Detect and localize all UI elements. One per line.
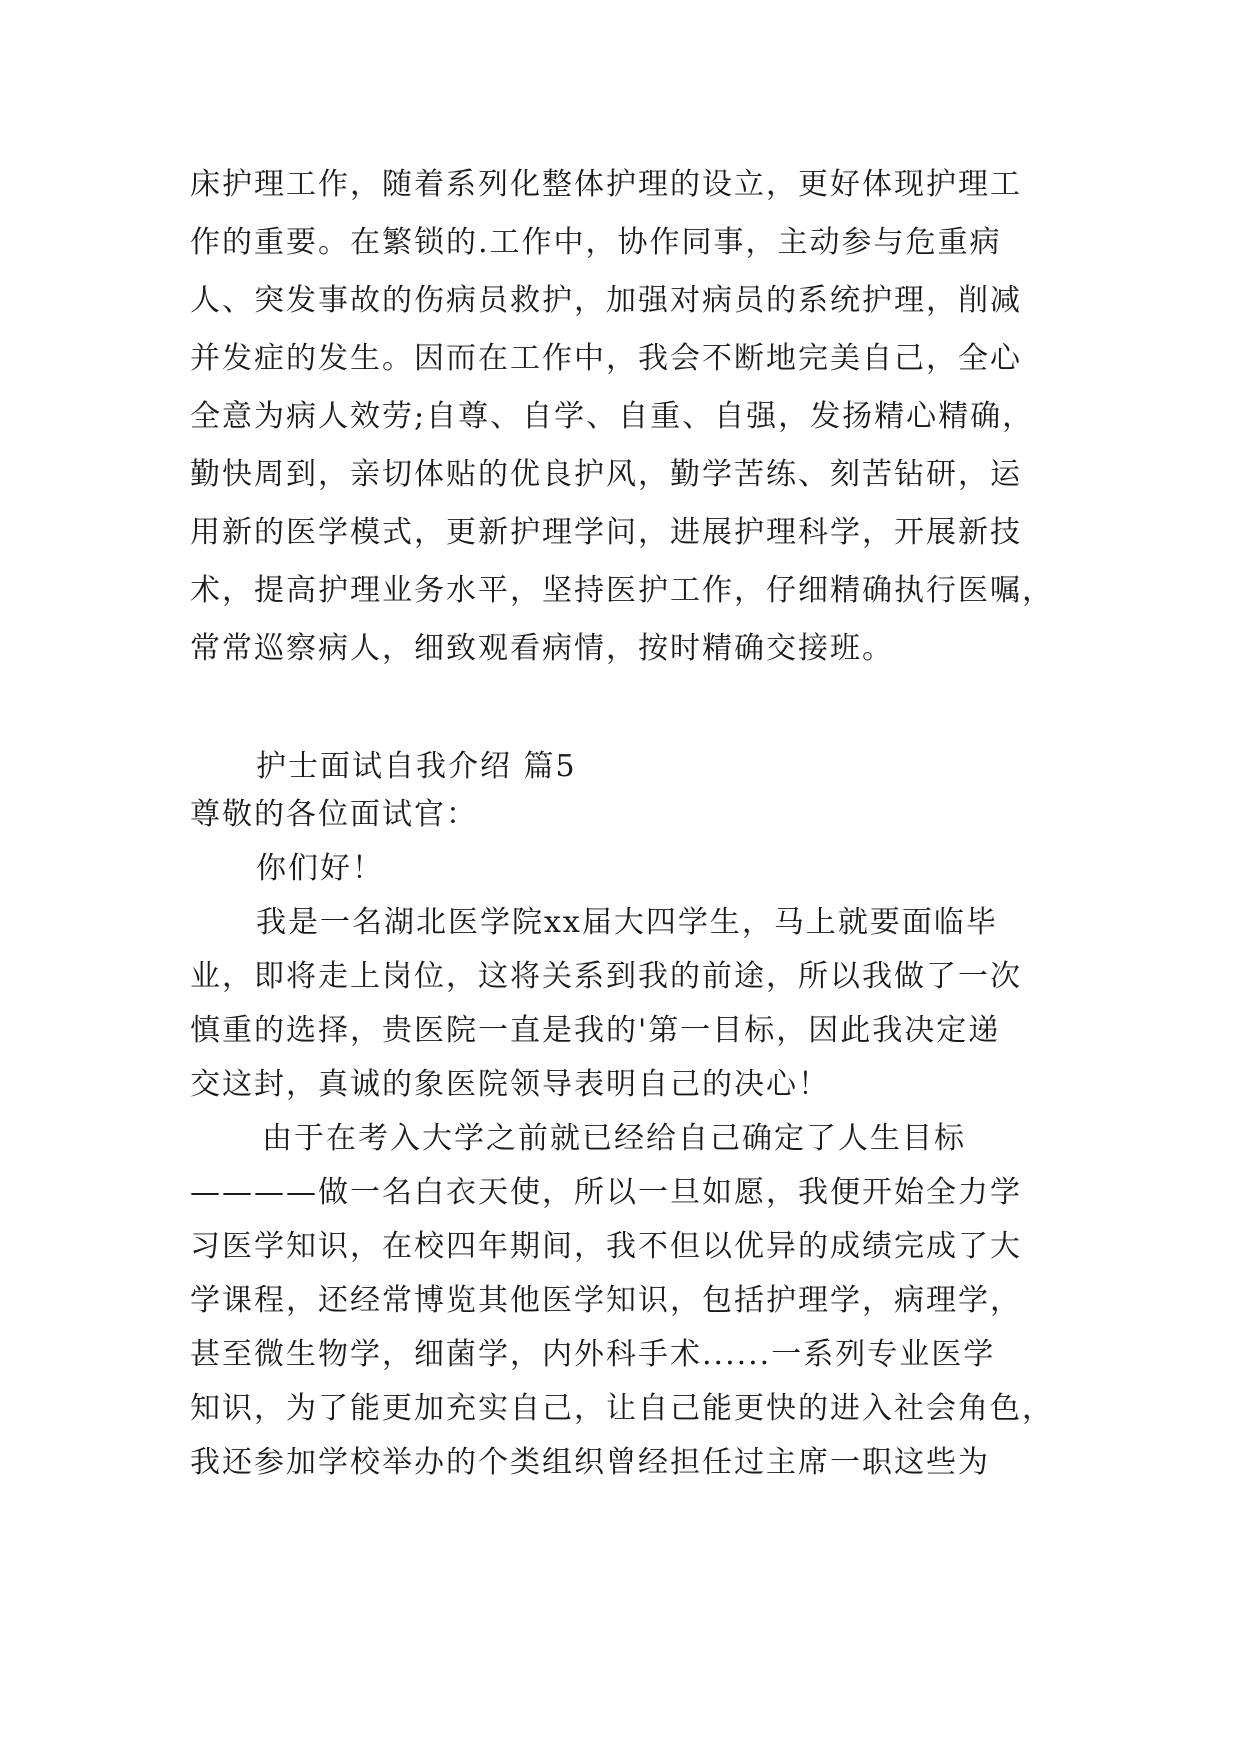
paragraph-line: 我还参加学校举办的个类组织曾经担任过主席一职这些为	[190, 1445, 990, 1480]
paragraph-line: 习医学知识，在校四年期间，我不但以优异的成绩完成了大	[190, 1229, 1022, 1264]
greeting: 你们好！	[256, 851, 384, 886]
paragraph-line: 常常巡察病人，细致观看病情，按时精确交接班。	[190, 631, 894, 666]
paragraph-line: 人、突发事故的伤病员救护，加强对病员的系统护理，削减	[190, 283, 1022, 318]
paragraph-line: 学课程，还经常博览其他医学知识，包括护理学，病理学，	[190, 1283, 1022, 1318]
paragraph-line: 甚至微生物学，细菌学，内外科手术......一系列专业医学	[190, 1337, 996, 1372]
section-body	[190, 788, 1070, 1490]
paragraph-line: 交这封，真诚的象医院领导表明自己的决心！	[190, 1067, 830, 1102]
paragraph-line: 业，即将走上岗位，这将关系到我的前途，所以我做了一次	[190, 959, 1022, 994]
top-paragraph	[190, 156, 1070, 678]
paragraph-line: 知识，为了能更加充实自己，让自己能更快的进入社会角色，	[190, 1391, 1054, 1426]
paragraph-line: 并发症的发生。因而在工作中，我会不断地完美自己，全心	[190, 341, 1022, 376]
paragraph-line: 床护理工作，随着系列化整体护理的设立，更好体现护理工	[190, 167, 1022, 202]
paragraph-line: 作的重要。在繁锁的.工作中，协作同事，主动参与危重病	[190, 225, 1002, 260]
paragraph-line: 用新的医学模式，更新护理学问，进展护理科学，开展新技	[190, 515, 1022, 550]
paragraph-line: 我是一名湖北医学院xx届大四学生，马上就要面临毕	[256, 905, 998, 940]
paragraph-line: 勤快周到，亲切体贴的优良护风，勤学苦练、刻苦钻研，运	[190, 457, 1022, 492]
section-title: 护士面试自我介绍 篇5	[256, 749, 577, 784]
paragraph-line: ————做一名白衣天使，所以一旦如愿，我便开始全力学	[190, 1175, 1022, 1210]
paragraph-line: 慎重的选择，贵医院一直是我的'第一目标，因此我决定递	[190, 1013, 1001, 1048]
paragraph-line: 术，提高护理业务水平，坚持医护工作，仔细精确执行医嘱，	[190, 573, 1054, 608]
salutation: 尊敬的各位面试官：	[190, 797, 478, 832]
paragraph-line: 全意为病人效劳;自尊、自学、自重、自强，发扬精心精确，	[190, 399, 1035, 434]
paragraph-line: 由于在考入大学之前就已经给自己确定了人生目标	[262, 1121, 966, 1156]
